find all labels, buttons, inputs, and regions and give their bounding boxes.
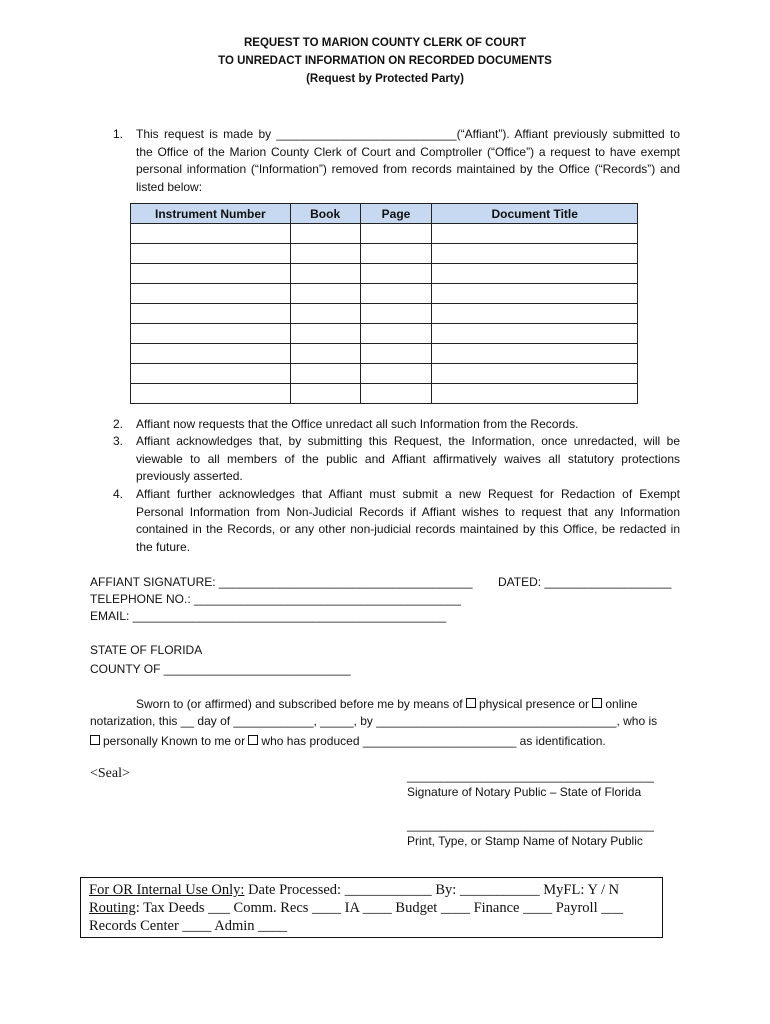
table-row	[131, 264, 638, 284]
table-row	[131, 284, 638, 304]
online-notarization-checkbox[interactable]	[592, 698, 602, 708]
internal-use-box	[80, 877, 663, 938]
cell-page[interactable]	[360, 384, 432, 404]
cell-page[interactable]	[360, 224, 432, 244]
table-row	[131, 344, 638, 364]
cell-book[interactable]	[290, 364, 360, 384]
cell-page[interactable]	[360, 244, 432, 264]
cell-title[interactable]	[432, 364, 638, 384]
cell-instrument[interactable]	[131, 244, 291, 264]
item-2-number: 2.	[113, 417, 124, 431]
cell-page[interactable]	[360, 264, 432, 284]
item-3-text: Affiant acknowledges that, by submitting this Request, the Information, once unredacted, will be viewable to all members of the public and Affiant affirmatively waives all statutory protections previously asserted.	[136, 434, 680, 483]
item-4-number: 4.	[113, 487, 124, 501]
notary-signature-label: Signature of Notary Public – State of Florida	[407, 785, 642, 799]
email-line[interactable]: EMAIL: _______________________________________________	[90, 609, 447, 623]
internal-line-3: Records Center ____ Admin ____	[89, 918, 288, 934]
online-label: online	[605, 697, 638, 711]
table-row	[131, 384, 638, 404]
records-table	[130, 203, 638, 404]
telephone-line[interactable]: TELEPHONE NO.: ________________________________________	[90, 592, 461, 606]
produced-id-label: who has produced _______________________ as identification.	[261, 734, 606, 748]
internal-line-2	[89, 899, 662, 917]
title-line-2: TO UNREDACT INFORMATION ON RECORDED DOCUMENTS	[218, 55, 552, 67]
notary-line-2: notarization, this __ day of ____________, _____, by ____________________________________, who is	[90, 714, 658, 728]
cell-instrument[interactable]	[131, 224, 291, 244]
cell-title[interactable]	[432, 344, 638, 364]
title-line-3: (Request by Protected Party)	[306, 73, 464, 85]
cell-book[interactable]	[290, 224, 360, 244]
cell-instrument[interactable]	[131, 324, 291, 344]
cell-title[interactable]	[432, 224, 638, 244]
cell-book[interactable]	[290, 244, 360, 264]
cell-instrument[interactable]	[131, 384, 291, 404]
cell-book[interactable]	[290, 384, 360, 404]
notary-line-1	[136, 696, 637, 714]
cell-book[interactable]	[290, 284, 360, 304]
cell-title[interactable]	[432, 324, 638, 344]
sworn-text: Sworn to (or affirmed) and subscribed before me by means of	[136, 697, 463, 711]
col-instrument-number: Instrument Number	[131, 204, 291, 224]
cell-page[interactable]	[360, 344, 432, 364]
cell-page[interactable]	[360, 304, 432, 324]
seal-label: <Seal>	[90, 766, 130, 781]
table-row	[131, 324, 638, 344]
table-row	[131, 244, 638, 264]
cell-title[interactable]	[432, 244, 638, 264]
notary-print-label: Print, Type, or Stamp Name of Notary Public	[407, 834, 643, 848]
cell-title[interactable]	[432, 304, 638, 324]
physical-presence-checkbox[interactable]	[466, 698, 476, 708]
produced-id-checkbox[interactable]	[248, 735, 258, 745]
cell-title[interactable]	[432, 384, 638, 404]
personally-known-checkbox[interactable]	[90, 735, 100, 745]
cell-page[interactable]	[360, 324, 432, 344]
state-label: STATE OF FLORIDA	[90, 643, 203, 657]
item-1-text: This request is made by ___________________________(“Affiant”). Affiant previously submitted to the Office of the Marion County Clerk of Court and Comptroller (“Office”) a request to have exempt personal information (“Information”) removed from records maintained by the Office (“Records”) and listed below:	[136, 127, 680, 194]
col-page: Page	[360, 204, 432, 224]
col-book: Book	[290, 204, 360, 224]
internal-line-1-rest: Date Processed: ____________ By: ___________ MyFL: Y / N	[244, 882, 620, 898]
notary-line-3	[90, 733, 606, 751]
county-line[interactable]: COUNTY OF ____________________________	[90, 662, 351, 676]
cell-book[interactable]	[290, 264, 360, 284]
cell-page[interactable]	[360, 364, 432, 384]
affiant-signature-line[interactable]: AFFIANT SIGNATURE: ______________________________________	[90, 575, 473, 589]
notary-print-line[interactable]: _____________________________________	[407, 818, 654, 832]
dated-line[interactable]: DATED: ___________________	[498, 575, 672, 589]
routing-label: Routing	[89, 900, 136, 916]
table-row	[131, 364, 638, 384]
cell-book[interactable]	[290, 344, 360, 364]
physical-presence-label: physical presence or	[478, 697, 590, 711]
internal-line-2-rest: : Tax Deeds ___ Comm. Recs ____ IA ____ Budget ____ Finance ____ Payroll ___	[135, 900, 623, 916]
cell-book[interactable]	[290, 324, 360, 344]
col-document-title: Document Title	[432, 204, 638, 224]
item-3-number: 3.	[113, 434, 124, 448]
cell-title[interactable]	[432, 264, 638, 284]
notary-signature-line[interactable]: _____________________________________	[407, 769, 654, 783]
title-line-1: REQUEST TO MARION COUNTY CLERK OF COURT	[244, 37, 526, 49]
table-header-row	[131, 204, 638, 224]
item-2-text: Affiant now requests that the Office unredact all such Information from the Records.	[136, 417, 579, 431]
item-4-text: Affiant further acknowledges that Affiant must submit a new Request for Redaction of Exempt Personal Information from Non-Judicial Records if Affiant wishes to request that any Information contained in the Records, or any other non-judicial records maintained by this Office, be redacted in the future.	[136, 487, 680, 554]
personally-known-label: personally Known to me or	[103, 734, 246, 748]
cell-instrument[interactable]	[131, 284, 291, 304]
cell-book[interactable]	[290, 304, 360, 324]
cell-title[interactable]	[432, 284, 638, 304]
internal-use-label: For OR Internal Use Only:	[89, 882, 245, 898]
cell-instrument[interactable]	[131, 304, 291, 324]
cell-instrument[interactable]	[131, 264, 291, 284]
cell-instrument[interactable]	[131, 344, 291, 364]
cell-page[interactable]	[360, 284, 432, 304]
table-row	[131, 304, 638, 324]
table-row	[131, 224, 638, 244]
item-1-number: 1.	[113, 127, 124, 141]
cell-instrument[interactable]	[131, 364, 291, 384]
internal-line-1	[89, 881, 662, 899]
